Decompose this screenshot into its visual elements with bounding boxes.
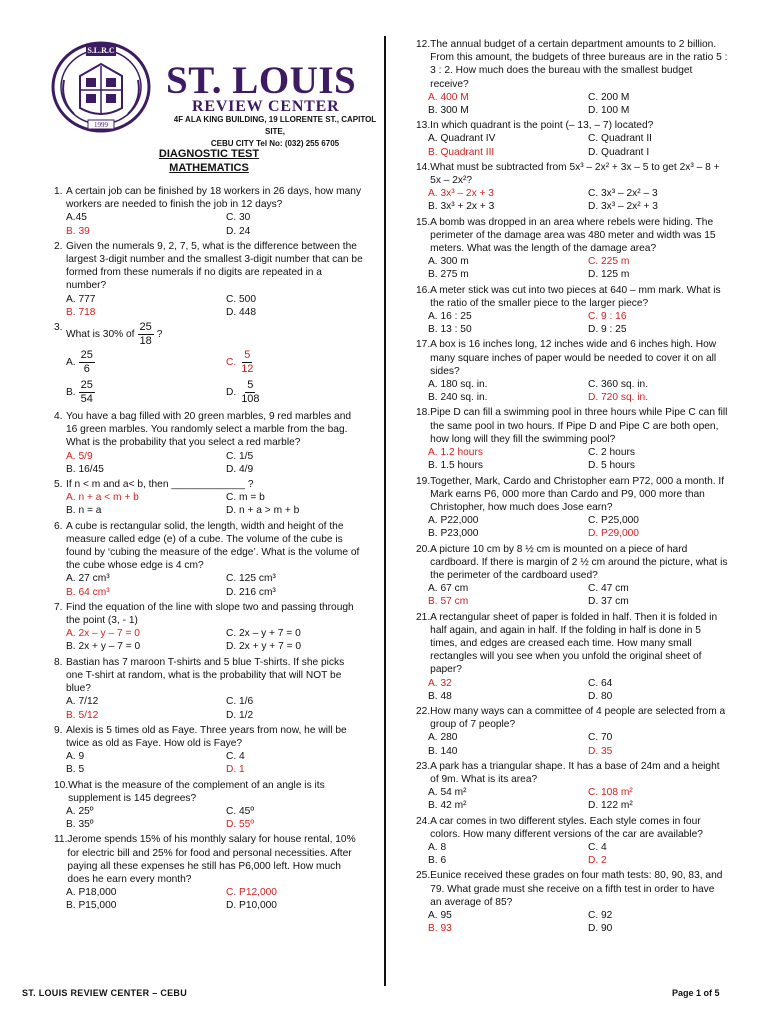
question-number: 10. — [54, 779, 69, 791]
answer-option: D. Quadrant I — [588, 146, 650, 158]
answer-options — [428, 255, 728, 281]
answer-option-correct: B. 718 — [66, 306, 96, 318]
answer-options — [428, 909, 728, 935]
answer-option: C. 360 sq. in. — [588, 379, 649, 391]
question — [54, 321, 364, 408]
answer-option: C. P25,000 — [588, 515, 639, 527]
answer-option: C. m = b — [226, 492, 265, 504]
question-text: A meter stick was cut into two pieces at 640 – mm mark. What is the ratio of the smaller piece to the larger piece? — [430, 284, 721, 309]
address — [170, 114, 380, 150]
question-number: 6. — [54, 520, 63, 532]
question — [416, 38, 728, 117]
answer-options — [66, 211, 364, 237]
question — [54, 520, 364, 599]
answer-option: C. 3x³ – 2x² – 3 — [588, 188, 658, 200]
address-line: 4F ALA KING BUILDING, 19 LLORENTE ST., CAPITOL SITE, — [173, 115, 377, 136]
answer-option-correct: C. P12,000 — [226, 887, 277, 899]
question-text-part: What is 30% of — [66, 329, 135, 341]
question-stem — [416, 284, 728, 310]
answer-option: A. 16 : 25 — [428, 311, 472, 323]
answer-options — [66, 348, 364, 408]
question — [416, 406, 728, 472]
answer-option: C. 200 M — [588, 91, 630, 103]
question — [416, 161, 728, 214]
question-text: Pipe D can fill a swimming pool in three hours while Pipe C can fill the same pool in two hours. If Pipe D and Pipe C are both open, how long will they fill the swimming pool? — [430, 407, 728, 445]
question — [416, 338, 728, 404]
fraction-numerator: 25 — [80, 348, 93, 361]
question-number: 24. — [416, 815, 431, 827]
school-seal-logo — [50, 40, 152, 134]
question-stem — [54, 833, 364, 886]
seal-year: 1999 — [94, 121, 108, 129]
question-stem — [54, 779, 364, 805]
question-text: A certain job can be finished by 18 workers in 26 days, how many workers are needed to finish the job in 12 days? — [66, 186, 362, 211]
question — [54, 833, 364, 912]
answer-option-correct: B. 64 cm³ — [66, 586, 110, 598]
answer-option: B. 13 : 50 — [428, 324, 472, 336]
question-text: Bastian has 7 maroon T-shirts and 5 blue T-shirts. If she picks one T-shirt at random, what is the probability that will NOT be blue? — [66, 656, 345, 695]
answer-option: A. P18,000 — [66, 887, 117, 899]
answer-options — [428, 514, 728, 540]
question-number: 22. — [416, 705, 431, 717]
question-stem — [416, 543, 728, 583]
answer-option: B. 240 sq. in. — [428, 392, 488, 404]
fraction — [138, 321, 154, 348]
answer-option: A.45 — [66, 212, 87, 224]
question-text: Eunice received these grades on four math tests: 80, 90, 83, and 79. What grade must she receive on a fifth test in order to have an average of 85? — [430, 870, 723, 908]
question-text: You have a bag filled with 20 green marbles, 9 red marbles and 16 green marbles. You randomly select a marble from the bag. What is the probability that you select a red marble? — [66, 411, 352, 449]
question — [54, 724, 364, 777]
question-text: If n < m and a< b, then _____________ ? — [66, 479, 254, 491]
question-text: A box is 16 inches long, 12 inches wide and 6 inches high. How many square inches of paper would be needed to cover it on all sides? — [430, 339, 717, 377]
answer-options — [66, 572, 364, 598]
question-stem — [54, 656, 364, 696]
brand-name: ST. LOUIS — [166, 59, 357, 102]
answer-options — [428, 731, 728, 757]
question-number: 13. — [416, 120, 431, 132]
question-number: 21. — [416, 611, 431, 623]
question-stem — [54, 410, 364, 450]
question — [54, 656, 364, 722]
answer-option: C. 4 — [588, 841, 607, 853]
question — [416, 611, 728, 703]
question — [416, 705, 728, 758]
answer-option: A. 67 cm — [428, 583, 469, 595]
answer-option: A. 7/12 — [66, 696, 99, 708]
answer-option — [226, 378, 366, 408]
fraction — [239, 349, 255, 376]
question-number: 9. — [54, 724, 63, 736]
answer-option: C. 500 — [226, 293, 257, 305]
letterhead — [50, 40, 377, 148]
question-text: How many ways can a committee of 4 people are selected from a group of 7 people? — [430, 705, 726, 731]
option-label: A. — [66, 357, 76, 369]
answer-option-correct: D. 35 — [588, 745, 613, 757]
answer-option: C. 2 hours — [588, 447, 635, 459]
question-number: 15. — [416, 216, 431, 228]
option-label: C. — [226, 357, 237, 369]
answer-options — [428, 446, 728, 472]
answer-option: B. n = a — [66, 505, 102, 517]
answer-option-correct: A. 32 — [428, 677, 452, 689]
answer-option — [66, 378, 226, 408]
answer-option-correct: C. 108 m² — [588, 787, 633, 799]
question-number: 17. — [416, 339, 431, 351]
question — [416, 284, 728, 337]
answer-option: A. Quadrant IV — [428, 133, 496, 145]
answer-option: A. P22,000 — [428, 515, 479, 527]
question-stem — [416, 611, 728, 677]
question-text: A rectangular sheet of paper is folded in half. Then it is folded in half again, and again in half. If the folding in half is done in 5 times, and edges are creased each time. How many small rectangles will you see when you unfold the original sheet of paper? — [430, 611, 718, 676]
question-stem — [54, 185, 364, 211]
fraction-numerator: 25 — [80, 378, 93, 391]
answer-options — [428, 187, 728, 213]
answer-option: D. n + a > m + b — [226, 505, 300, 517]
answer-option: B. 1.5 hours — [428, 460, 483, 472]
answer-options — [66, 627, 364, 653]
answer-option: B. 6 — [428, 855, 447, 867]
answer-option: A. 54 m² — [428, 787, 467, 799]
answer-option: D. 1/2 — [226, 709, 254, 721]
question-stem — [416, 119, 728, 132]
address-line: CEBU CITY Tel No: (032) 255 6705 — [210, 139, 340, 148]
answer-option: D. 24 — [226, 225, 251, 237]
answer-options — [428, 378, 728, 404]
question-text: What must be subtracted from 5x³ – 2x² + 3x – 5 to get 2x³ – 8 + 5x – 2x²? — [430, 161, 720, 187]
question-number: 8. — [54, 656, 63, 668]
answer-option-correct: D. 1 — [226, 764, 245, 776]
answer-options — [66, 491, 364, 517]
answer-option: B. 16/45 — [66, 463, 104, 475]
answer-options — [428, 786, 728, 812]
answer-option: A. 300 m — [428, 256, 469, 268]
question-stem — [416, 406, 728, 446]
answer-option-correct: B. Quadrant III — [428, 146, 495, 158]
question-text: Jerome spends 15% of his monthly salary for house rental, 10% for electric bill and 25% for food and personal necessities. After paying all these expenses he still has P6,000 left. How much does he earn every month? — [67, 834, 356, 885]
question — [416, 869, 728, 935]
question-number: 4. — [54, 411, 63, 423]
answer-option: D. 2x + y + 7 = 0 — [226, 641, 302, 653]
answer-option: B. 35º — [66, 819, 94, 831]
option-label: D. — [226, 387, 237, 399]
question-text — [66, 321, 364, 348]
answer-option: C. 70 — [588, 732, 613, 744]
answer-option: C. 30 — [226, 212, 251, 224]
question-text: Given the numerals 9, 2, 7, 5, what is the difference between the largest 3-digit number and the smallest 3-digit number that can be formed from these numerals if no digits are repeated in a number? — [66, 240, 363, 292]
question-number: 5. — [54, 479, 63, 491]
question-number: 23. — [416, 760, 431, 772]
question-stem — [54, 601, 364, 627]
fraction-denominator: 108 — [241, 392, 260, 405]
answer-option-correct: B. 57 cm — [428, 596, 469, 608]
question-text: A car comes in two different styles. Each style comes in four colors. How many different versions of the car are available? — [430, 815, 703, 840]
question-number: 19. — [416, 475, 431, 487]
answer-options — [428, 310, 728, 336]
question-stem — [416, 161, 728, 187]
answer-option: A. 777 — [66, 293, 96, 305]
answer-option: D. 5 hours — [588, 460, 635, 472]
answer-option: A. 9 — [66, 751, 85, 763]
fraction-denominator: 6 — [83, 362, 90, 375]
answer-option: B. 3x³ + 2x + 3 — [428, 201, 495, 213]
question — [54, 779, 364, 832]
question-stem — [416, 705, 728, 731]
seal-text: S.L.R.C — [87, 46, 115, 55]
answer-options — [428, 582, 728, 608]
answer-option-correct: A. 400 M — [428, 91, 469, 103]
answer-option: C. 4 — [226, 751, 245, 763]
answer-option: B. 42 m² — [428, 800, 467, 812]
question-stem — [416, 475, 728, 515]
question — [54, 185, 364, 238]
answer-option: D. P10,000 — [226, 900, 277, 912]
question-stem — [54, 321, 364, 348]
answer-option: A. 95 — [428, 910, 452, 921]
answer-option: D. 37 cm — [588, 596, 629, 608]
question-number: 16. — [416, 284, 431, 296]
question-stem — [416, 760, 728, 786]
question — [416, 760, 728, 813]
fraction-numerator: 5 — [244, 348, 251, 361]
brand-subtitle: REVIEW CENTER — [192, 98, 340, 115]
answer-option: D. 216 cm³ — [226, 586, 276, 598]
question — [416, 119, 728, 159]
right-question-column — [416, 38, 728, 937]
question — [54, 240, 364, 319]
question-text: Alexis is 5 times old as Faye. Three years from now, he will be twice as old as Faye. How old is Faye? — [66, 724, 347, 749]
answer-option-correct: D. P29,000 — [588, 528, 639, 540]
answer-option: B. 2x + y – 7 = 0 — [66, 641, 141, 653]
question-number: 11. — [54, 834, 68, 846]
answer-option: D. 122 m² — [588, 800, 633, 812]
answer-option: D. 100 M — [588, 105, 630, 117]
fraction-denominator: 18 — [139, 335, 152, 348]
question-number: 20. — [416, 543, 431, 555]
question-text: A picture 10 cm by 8 ½ cm is mounted on a piece of hard cardboard. If there is margin of 2 ½ cm around the picture, what is the perimeter of the cardboard used? — [430, 543, 728, 581]
question-stem — [54, 240, 364, 293]
question-stem — [416, 216, 728, 256]
question-stem — [54, 724, 364, 750]
answer-option: B. 48 — [428, 690, 452, 702]
answer-option: A. 27 cm³ — [66, 573, 110, 585]
footer-page-number: Page 1 of 5 — [672, 988, 720, 998]
question-text: Together, Mark, Cardo and Christopher earn P72, 000 a month. If Mark earns P6, 000 more than Cardo and P9, 000 more than Christopher, how much does Jose earn? — [430, 475, 725, 513]
fraction — [79, 379, 95, 406]
answer-option: B. P23,000 — [428, 528, 479, 540]
column-divider — [384, 36, 386, 986]
answer-option: D. 9 : 25 — [588, 324, 627, 336]
question-number: 25. — [416, 870, 431, 882]
answer-options — [66, 750, 364, 776]
fraction-numerator: 25 — [139, 321, 152, 334]
answer-options — [66, 293, 364, 319]
question-text: In which quadrant is the point (– 13, – 7) located? — [430, 120, 654, 132]
question-stem — [54, 478, 364, 491]
question-number: 7. — [54, 601, 63, 613]
answer-option-correct: B. 39 — [66, 225, 90, 237]
answer-option-correct: D. 55º — [226, 819, 255, 831]
answer-option-correct: D. 720 sq. in. — [588, 392, 649, 404]
answer-options — [428, 132, 728, 158]
fraction-numerator: 5 — [247, 378, 254, 391]
answer-option: C. Quadrant II — [588, 133, 652, 145]
title-line: DIAGNOSTIC TEST — [158, 148, 260, 160]
answer-option-correct: A. n + a < m + b — [66, 492, 139, 504]
question-number: 3. — [54, 322, 63, 334]
answer-option: A. 180 sq. in. — [428, 379, 488, 391]
answer-option: B. P15,000 — [66, 900, 117, 912]
question — [416, 815, 728, 868]
answer-options — [428, 677, 728, 703]
answer-options — [66, 695, 364, 721]
answer-option: A. 25º — [66, 805, 94, 817]
question-number: 2. — [54, 240, 63, 252]
test-title — [54, 147, 364, 175]
fraction — [239, 379, 261, 406]
question-text: The annual budget of a certain department amounts to 2 billion. From this amount, the budgets of three bureaus are in the ratio 5 : 3 : 2. How much does the bureau with the smallest budget receive? — [430, 39, 728, 90]
answer-option: C. 47 cm — [588, 583, 629, 595]
answer-options — [428, 91, 728, 117]
answer-option: D. 80 — [588, 690, 613, 702]
question-stem — [416, 338, 728, 378]
question — [54, 410, 364, 476]
answer-options — [428, 841, 728, 867]
question-text: A cube is rectangular solid, the length, width and height of the measure called edge (e) of a cube. The volume of the cube is found by ‘cubing the measure of the edge’. What is the volume of the cube whose edge is 4 cm? — [66, 520, 360, 572]
answer-option: B. 275 m — [428, 269, 469, 281]
answer-option: C. 64 — [588, 677, 613, 689]
answer-option: C. 1/6 — [226, 696, 254, 708]
question-stem — [54, 520, 364, 573]
answer-option: B. 5 — [66, 764, 85, 776]
question-stem — [416, 815, 728, 841]
fraction-denominator: 12 — [241, 362, 254, 375]
question — [416, 543, 728, 609]
answer-option-correct: C. 225 m — [588, 256, 630, 268]
answer-options — [66, 450, 364, 476]
fraction-denominator: 54 — [80, 392, 93, 405]
answer-option: D. 90 — [588, 923, 613, 935]
answer-option-correct: B. 93 — [428, 923, 452, 935]
answer-option: C. 2x – y + 7 = 0 — [226, 628, 301, 640]
question — [416, 475, 728, 541]
answer-option: D. 3x³ – 2x² + 3 — [588, 201, 658, 213]
answer-option-correct: C. 9 : 16 — [588, 311, 627, 323]
brand — [166, 59, 357, 115]
answer-options — [66, 886, 364, 912]
answer-option-correct: A. 5/9 — [66, 450, 93, 462]
question-text: A bomb was dropped in an area where rebels were hiding. The perimeter of the damage area was 480 meter and width was 15 meters. What was the length of the damage area? — [430, 216, 716, 255]
answer-option: C. 92 — [588, 910, 613, 921]
answer-option: A. 280 — [428, 732, 458, 744]
answer-option: B. 300 M — [428, 105, 469, 117]
question-number: 12. — [416, 39, 431, 50]
answer-option: B. 140 — [428, 745, 458, 757]
footer-center-name: ST. LOUIS REVIEW CENTER – CEBU — [22, 988, 188, 998]
left-question-column — [54, 185, 364, 915]
answer-option-correct: D. 2 — [588, 855, 607, 867]
question-stem — [416, 869, 728, 909]
answer-option: D. 125 m — [588, 269, 630, 281]
answer-option-correct — [226, 348, 366, 378]
question — [54, 478, 364, 518]
question-number: 14. — [416, 161, 431, 173]
answer-option-correct: A. 2x – y – 7 = 0 — [66, 628, 140, 640]
answer-option: D. 4/9 — [226, 463, 254, 475]
answer-option-correct: B. 5/12 — [66, 709, 99, 721]
title-line: MATHEMATICS — [169, 162, 249, 174]
question — [416, 216, 728, 282]
question-number: 18. — [416, 407, 431, 419]
answer-option-correct: A. 3x³ – 2x + 3 — [428, 188, 494, 200]
answer-option: C. 1/5 — [226, 450, 254, 462]
question-stem — [416, 38, 728, 91]
option-label: B. — [66, 387, 76, 399]
answer-option: C. 45º — [226, 805, 255, 817]
answer-option-correct: A. 1.2 hours — [428, 447, 483, 459]
answer-options — [66, 805, 364, 831]
question-text: A park has a triangular shape. It has a base of 24m and a height of 9m. What is its area? — [430, 760, 720, 785]
question-text-part: ? — [156, 329, 163, 341]
fraction — [79, 349, 95, 376]
question-text: Find the equation of the line with slope two and passing through the point (3, - 1) — [66, 601, 354, 627]
answer-option — [66, 348, 226, 378]
answer-option: A. 8 — [428, 841, 447, 853]
question — [54, 601, 364, 654]
answer-option: C. 125 cm³ — [226, 573, 276, 585]
question-number: 1. — [54, 186, 63, 197]
answer-option: D. 448 — [226, 306, 257, 318]
question-text: What is the measure of the complement of an angle is its supplement is 145 degrees? — [68, 779, 325, 804]
